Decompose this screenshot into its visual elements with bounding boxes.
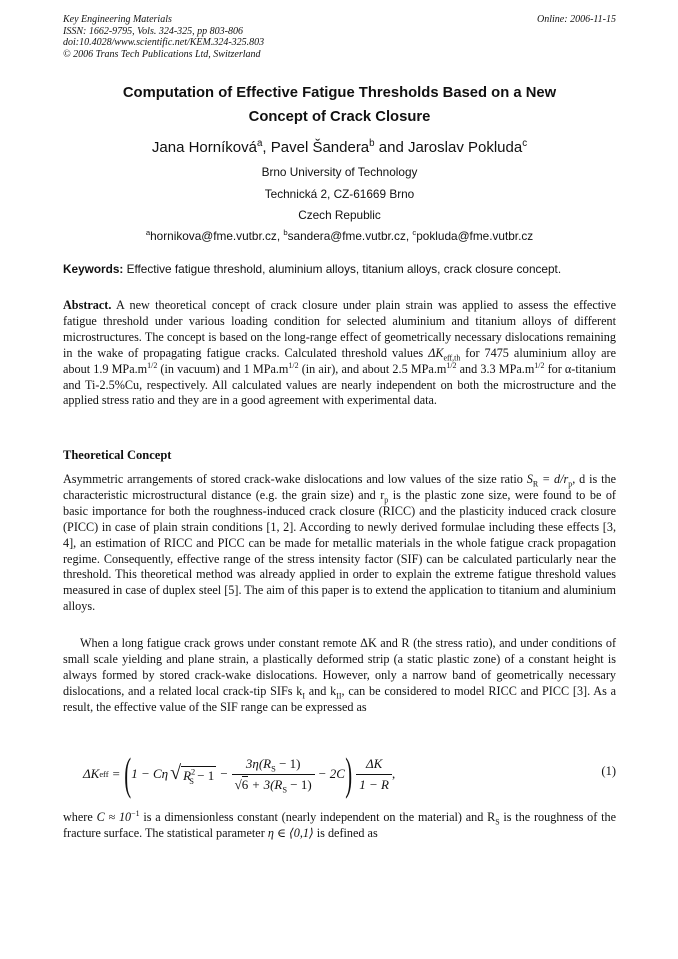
body-text: is the roughness of the fracture surface. The statistical parameter [63, 810, 617, 840]
fraction-1 [232, 756, 315, 793]
eq-term: − 2C [317, 766, 345, 781]
title-line-1: Computation of Effective Fatigue Thresholds Based on a New [122, 85, 557, 101]
body-text: Asymmetric arrangements of stored crack-wake dislocations and low values of the size ratio [63, 472, 527, 486]
author-separator: , [262, 139, 271, 156]
eq-sup: 2 [191, 766, 196, 777]
eq-term: − 1) [275, 755, 301, 771]
author-1: Jana Horníková [151, 139, 257, 156]
abstract-text: (in vacuum) and 1 MPa.m [157, 361, 289, 376]
abstract-text: A new theoretical concept of crack closure under plain strain was applied to assess the effective fatigue threshold under various loading condition for selected aluminium and titanium alloys of different microstructures. The concept is based on the long-range effect of geometrically necessary dislocations remaining in the wake of propagating fatigue cracks. Calculated threshold values [63, 298, 616, 360]
math-subscript: I [302, 691, 305, 701]
author-2: Pavel Šandera [270, 139, 370, 156]
math-symbol: S [526, 472, 533, 486]
eq-term: 6 [241, 776, 249, 792]
abstract-label: Abstract. [63, 298, 112, 312]
math-subscript: II [336, 691, 342, 701]
email-address[interactable]: sandera@fme.vutbr.cz [287, 229, 406, 243]
eq-term: + 3(R [248, 776, 283, 792]
journal-header [63, 14, 616, 60]
exponent: 1/2 [446, 360, 457, 370]
math-symbol: C ≈ 10 [96, 810, 132, 824]
equation-1 [63, 746, 616, 802]
eq-equals: = [112, 766, 120, 781]
author-3-mark: c [522, 138, 528, 149]
keywords-text: Effective fatigue threshold, aluminium alloys, titanium alloys, crack closure concept. [123, 262, 562, 276]
fraction-2-numerator [363, 756, 385, 774]
title-line-2: Concept of Crack Closure [248, 109, 431, 125]
eq-lhs: ΔK [83, 766, 100, 781]
body-text: where [63, 810, 97, 824]
fraction-2-denominator [356, 774, 392, 793]
exponent: 1/2 [288, 360, 299, 370]
sqrt-radicand [181, 766, 216, 784]
author-3: Jaroslav Pokluda [407, 139, 523, 156]
equation-body: ΔK eff = ( 1 − Cη √ $R^2_S - 1$ − $\frac{3\eta(R_S - 1)}{√6 + 3(R_S - 1)}$ − 2C ) $\frac{\Delta K}{1 - R}$ , [83, 748, 396, 799]
sqrt-expression [170, 764, 216, 784]
eq-var: R [183, 768, 192, 783]
fraction-2 [356, 756, 392, 793]
email-separator: , [405, 229, 413, 243]
keywords [63, 262, 616, 276]
keywords-label: Keywords: [63, 262, 124, 276]
affiliation-address: Technická 2, CZ-61669 Brno [264, 187, 415, 201]
eq-sub: S [282, 784, 288, 795]
math-subscript: p [384, 495, 389, 505]
exponent: 1/2 [534, 360, 545, 370]
abstract-text: (in air), and about 2.5 MPa.m [298, 361, 447, 376]
delta-k-symbol: ΔK [428, 345, 444, 360]
eq-term: 1 − Cη [131, 766, 169, 781]
math-exponent: −1 [131, 808, 140, 818]
right-paren-icon: ) [345, 748, 353, 799]
abstract [63, 298, 616, 409]
journal-name: Key Engineering Materials [63, 14, 172, 25]
author-list [63, 139, 616, 156]
abstract-text: and 3.3 MPa.m [456, 361, 535, 376]
sqrt-icon: √ [170, 762, 182, 784]
affiliation-university: Brno University of Technology [261, 165, 418, 179]
eq-term: ΔK [365, 755, 383, 771]
copyright-line: © 2006 Trans Tech Publications Ltd, Switzerland [63, 48, 261, 60]
section-title: Theoretical Concept [63, 448, 172, 462]
email-address[interactable]: hornikova@fme.vutbr.cz [150, 229, 277, 243]
math-subscript: p [568, 479, 573, 489]
email-address[interactable]: pokluda@fme.vutbr.cz [416, 229, 534, 243]
math-symbol: η ∈ ⟨0,1⟩ [267, 825, 314, 840]
paper-title [63, 81, 616, 129]
abstract-text: for α-titanium and Ti-2.5%Cu, respectively. All calculated values are nearly independent on both the microstructure and the applied stress ratio and they are in a good agreement with experimental data. [63, 361, 616, 408]
body-text: is defined as [313, 825, 378, 840]
eq-sub: S [189, 775, 194, 786]
body-paragraph-1 [63, 472, 616, 615]
affiliation-country: Czech Republic [298, 208, 381, 222]
doi-line: doi:10.4028/www.scientific.net/KEM.324-325.803 [63, 37, 265, 48]
body-paragraph-3 [63, 810, 616, 842]
fraction-1-denominator [232, 774, 315, 793]
sqrt-icon: √ [234, 776, 242, 792]
math-symbol: = d/r [538, 472, 569, 486]
eq-term: 1 − R [359, 776, 389, 792]
email-line [63, 229, 616, 243]
eq-term: − 1 [193, 768, 215, 783]
body-paragraph-2 [63, 636, 616, 716]
email-mark: b [283, 228, 288, 238]
fraction-1-numerator [243, 756, 304, 774]
eq-minus: − [220, 766, 228, 781]
body-text: When a long fatigue crack grows under constant remote ΔK and R (the stress ratio), and under conditions of small scale yielding and plane strain, a plastically deformed strip (a static plastic zone) of a constant height is always formed by stored crack-wake dislocations. However, only a narrow band of geometrically necessary dislocations, and a related local crack-tip SIFs k [63, 636, 616, 698]
body-text: is the plastic zone size, were found to be of basic importance for both the roughness-induced crack closure (RICC) and the plasticity induced crack closure (PICC) in case of plain strain conditions [1, 2]. According to newly derived formulae including these effects [3, 4], an estimation of RICC and PICC can be made for metallic materials in the whole fatigue crack propagation regime. Consequently, effective range of the stress intensity factor (SIF) can be calculated particularly near the threshold. This theoretical method was already applied in order to explain the extreme fatigue threshold values measured in case of duplex steel [5]. The aim of this paper is to extend the application to titanium and aluminium alloys. [63, 487, 616, 614]
body-text: and k [304, 683, 337, 698]
author-separator: and [374, 139, 408, 156]
body-text: , d is the characteristic microstructural distance (e.g. the grain size) and r [63, 472, 616, 502]
left-paren-icon: ( [124, 748, 131, 799]
online-date: Online: 2006-11-15 [537, 14, 616, 25]
author-2-mark: b [369, 138, 375, 149]
email-mark: a [145, 228, 151, 238]
eq-term: 3η(R [245, 755, 272, 771]
eq-term: − 1) [287, 776, 312, 792]
eq-comma: , [391, 766, 396, 781]
eq-sub: S [271, 763, 276, 774]
equation-number: (1) [601, 764, 616, 778]
abstract-text: for 7475 aluminium alloy are about 1.9 MPa.m [63, 345, 616, 376]
body-text: , can be considered to model RICC and PICC [3]. As a result, the effective value of the SIF range can be expressed as [63, 683, 616, 714]
email-separator: , [276, 229, 284, 243]
email-mark: c [412, 228, 417, 238]
math-subscript: R [532, 479, 539, 489]
math-subscript: S [495, 817, 500, 827]
body-text: is a dimensionless constant (nearly independent on the material) and R [139, 810, 496, 824]
exponent: 1/2 [147, 360, 158, 370]
delta-k-subscript: eff,th [443, 353, 461, 363]
issn-line: ISSN: 1662-9795, Vols. 324-325, pp 803-806 [63, 25, 243, 37]
author-1-mark: a [256, 138, 263, 149]
